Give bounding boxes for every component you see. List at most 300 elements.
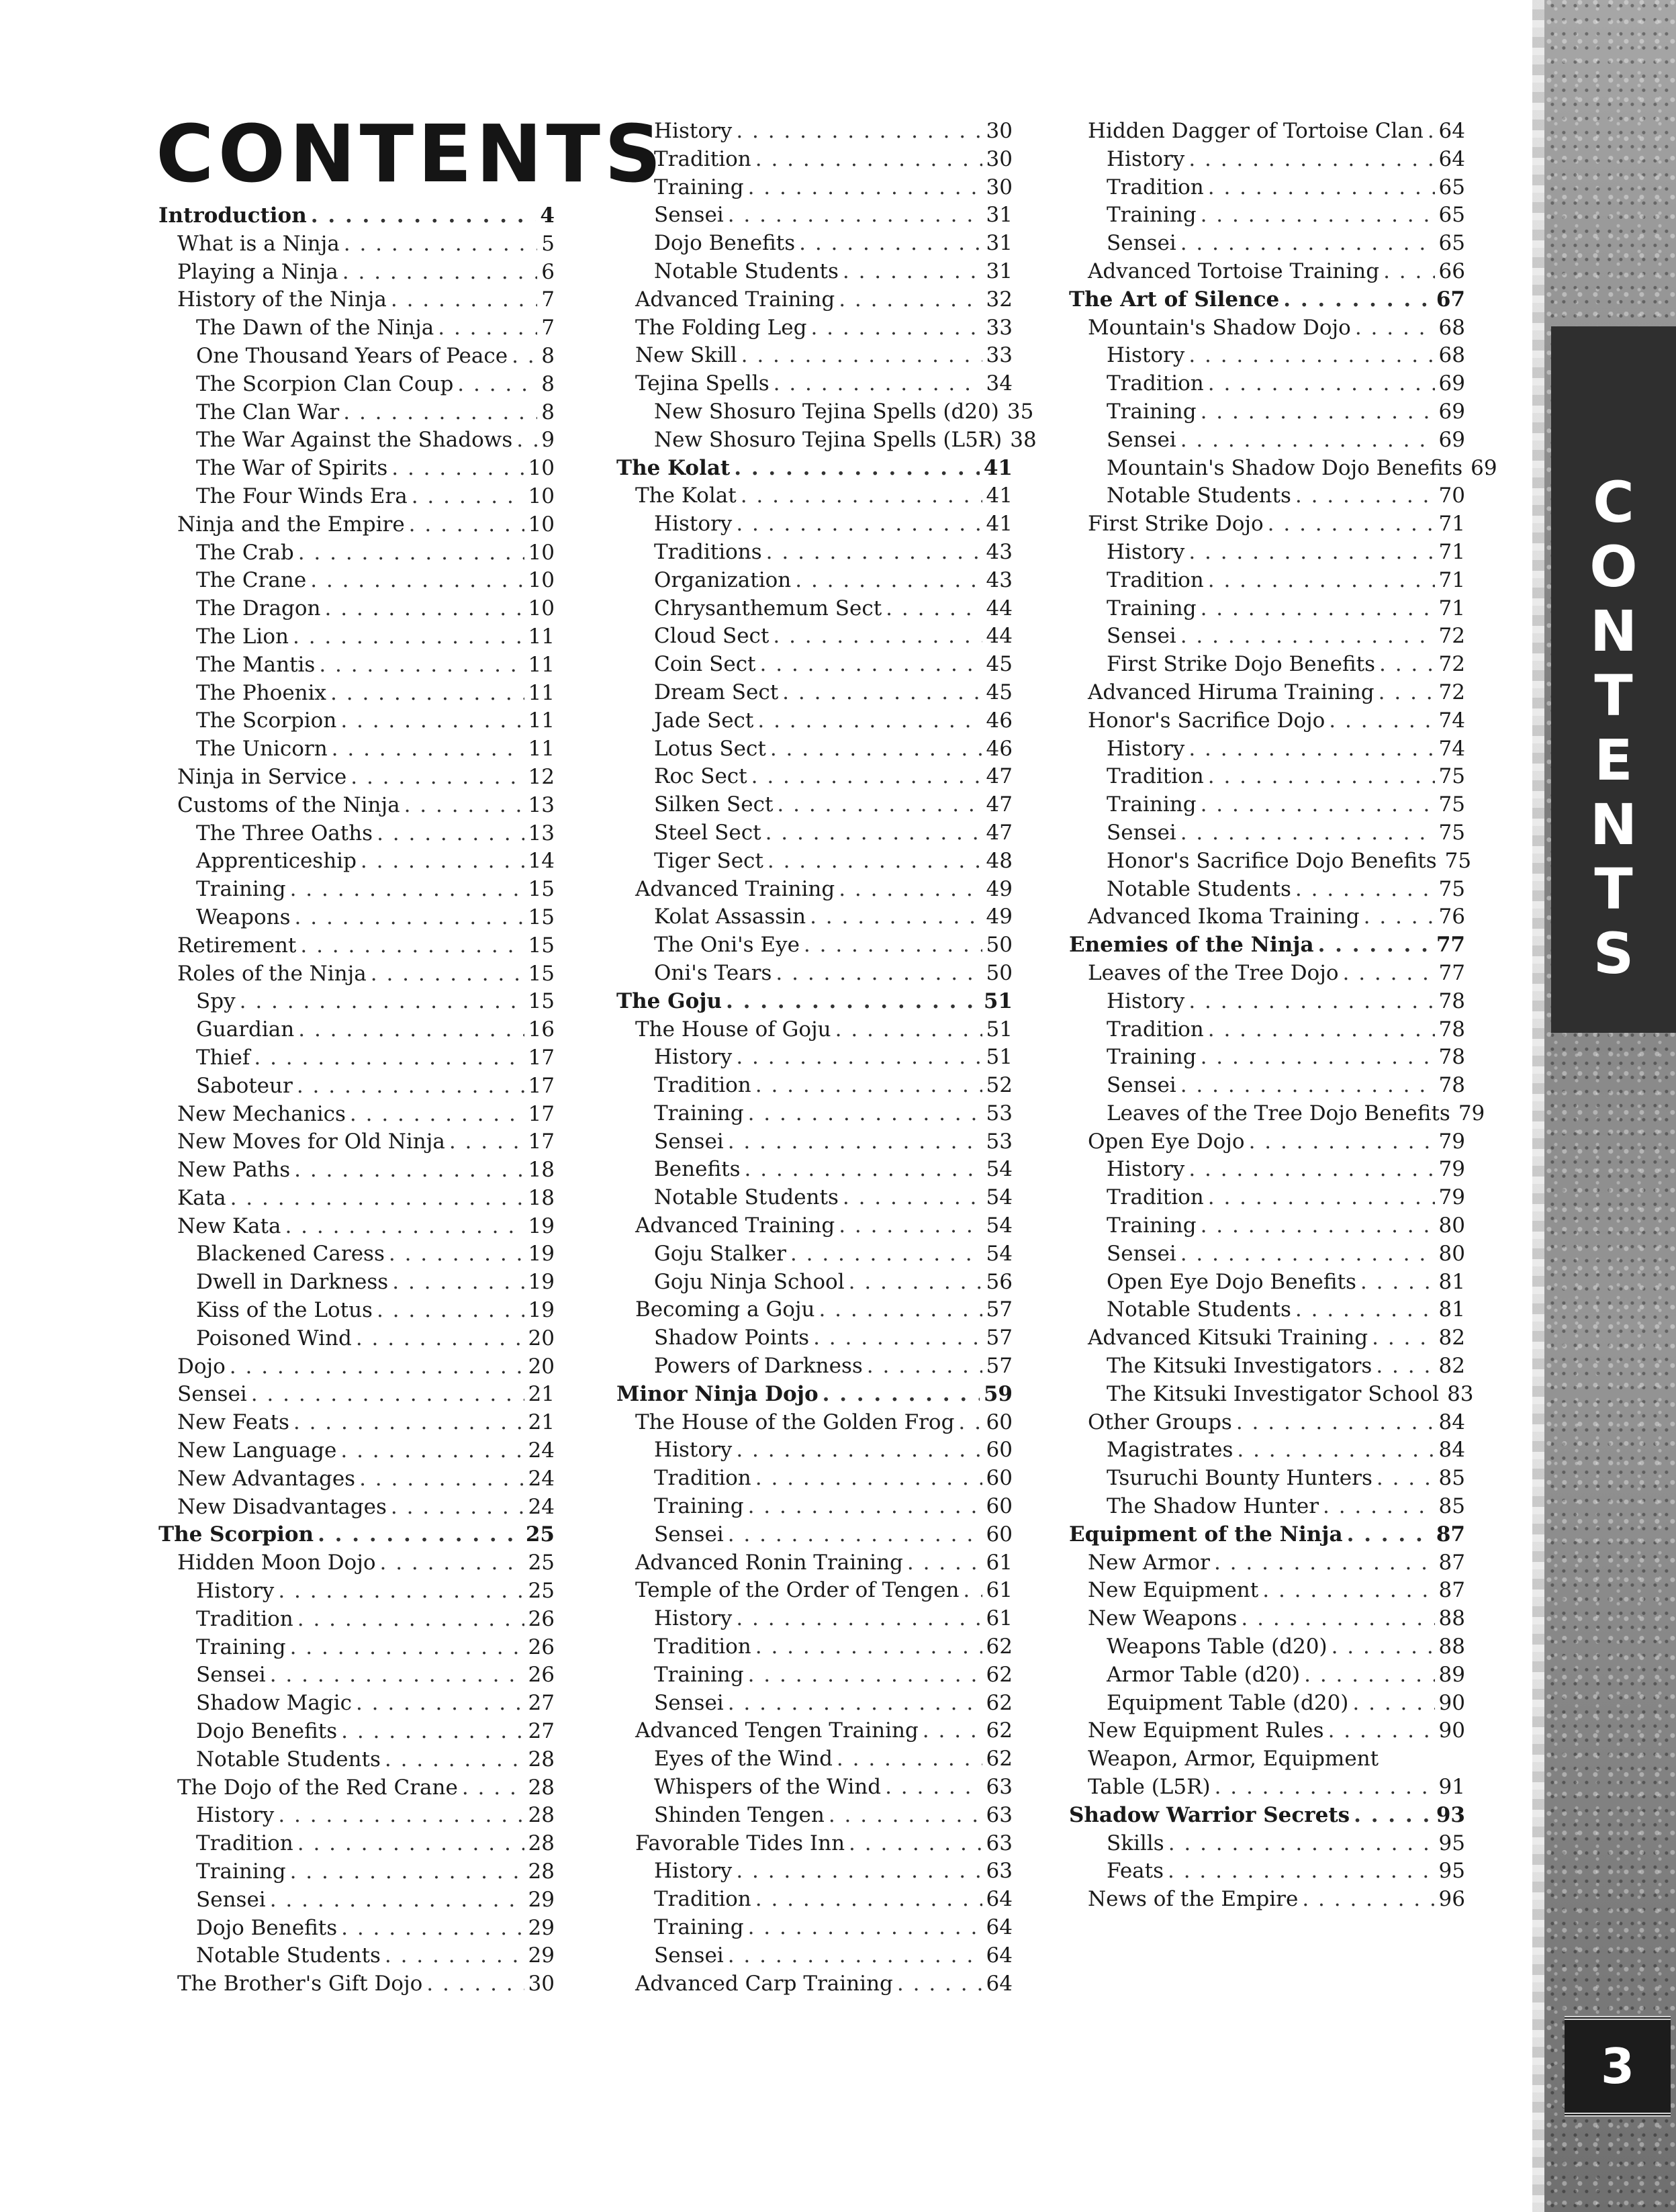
toc-entry[interactable] (158, 400, 555, 428)
toc-entry[interactable] (1069, 259, 1465, 287)
toc-dot-leader (744, 1157, 982, 1181)
toc-section-heading[interactable] (1069, 287, 1465, 316)
toc-entry[interactable] (616, 1242, 1013, 1270)
toc-entry[interactable] (1069, 764, 1465, 792)
toc-entry[interactable] (158, 372, 555, 400)
toc-entry[interactable] (616, 1859, 1013, 1887)
toc-entry-title: History (1107, 539, 1185, 564)
toc-entry[interactable] (1069, 1494, 1465, 1522)
toc-entry[interactable] (1069, 680, 1465, 708)
toc-entry[interactable] (616, 821, 1013, 849)
toc-entry[interactable] (616, 371, 1013, 400)
toc-entry[interactable] (616, 568, 1013, 596)
toc-dot-leader (371, 962, 524, 986)
toc-entry[interactable] (1069, 1718, 1465, 1747)
toc-section-heading[interactable] (616, 1382, 1013, 1410)
toc-entry[interactable] (158, 1242, 555, 1270)
toc-entry-page: 18 (528, 1185, 555, 1210)
toc-entry-title: Shinden Tengen (654, 1802, 825, 1827)
side-tab-letter: N (1589, 792, 1638, 858)
toc-entry[interactable] (616, 343, 1013, 371)
toc-entry[interactable] (158, 1046, 555, 1074)
toc-entry-title: The House of Goju (635, 1017, 831, 1042)
toc-entry-page: 10 (528, 568, 555, 593)
toc-entry-title: New Weapons (1088, 1606, 1238, 1631)
toc-dot-leader (839, 877, 982, 901)
toc-entry[interactable] (616, 1185, 1013, 1213)
toc-entry[interactable] (616, 1551, 1013, 1579)
toc-entry[interactable] (616, 1326, 1013, 1354)
toc-entry[interactable] (1069, 455, 1497, 484)
toc-entry-title: Jade Sect (654, 708, 754, 733)
toc-entry-page: 32 (986, 287, 1013, 312)
toc-entry[interactable] (616, 1410, 1013, 1438)
toc-entry[interactable] (1069, 1101, 1485, 1130)
toc-entry[interactable] (1069, 596, 1465, 625)
toc-entry[interactable] (158, 1635, 555, 1663)
toc-entry[interactable] (616, 1887, 1013, 1915)
toc-entry[interactable] (158, 989, 555, 1017)
toc-dot-leader (294, 1158, 524, 1182)
toc-entry-page: 28 (528, 1803, 555, 1828)
toc-entry[interactable] (158, 821, 555, 849)
toc-entry-page: 70 (1438, 483, 1465, 508)
toc-entry[interactable] (1069, 540, 1465, 568)
toc-entry-title: Open Eye Dojo Benefits (1107, 1269, 1356, 1294)
toc-entry-title: First Strike Dojo (1088, 512, 1264, 537)
toc-section-heading[interactable] (158, 1522, 555, 1551)
toc-entry[interactable] (1069, 1354, 1465, 1382)
toc-entry[interactable] (1069, 1381, 1474, 1410)
toc-entry[interactable] (1069, 1297, 1465, 1326)
toc-entry[interactable] (1069, 1130, 1465, 1158)
toc-dot-leader (462, 1776, 524, 1800)
toc-entry[interactable] (1069, 848, 1472, 877)
toc-dot-leader (757, 708, 982, 733)
toc-entry-page: 8 (541, 371, 555, 396)
toc-entry[interactable] (616, 1606, 1013, 1634)
toc-dot-leader (958, 1410, 982, 1434)
toc-entry[interactable] (158, 596, 555, 625)
toc-section-heading[interactable] (616, 989, 1013, 1017)
toc-entry[interactable] (1069, 1466, 1465, 1494)
toc-entry[interactable] (158, 962, 555, 990)
toc-dot-leader (340, 708, 524, 733)
toc-entry-title: The Scorpion (158, 1522, 314, 1547)
toc-entry[interactable] (1069, 1157, 1465, 1185)
toc-dot-leader (829, 1803, 982, 1827)
toc-entry[interactable] (616, 1522, 1013, 1551)
toc-entry[interactable] (158, 1130, 555, 1158)
toc-entry-page: 11 (528, 680, 555, 705)
toc-entry-title: Tradition (1107, 764, 1204, 789)
toc-entry-title: Dojo Benefits (654, 231, 796, 256)
toc-entry[interactable] (158, 1916, 555, 1944)
toc-entry-page: 16 (528, 1017, 555, 1042)
toc-entry[interactable] (158, 1803, 555, 1831)
toc-entry[interactable] (158, 287, 555, 316)
toc-entry-title: Sensei (654, 1943, 724, 1968)
toc-entry[interactable] (158, 737, 555, 765)
toc-entry-title: History (1107, 1157, 1185, 1182)
toc-entry[interactable] (158, 905, 555, 933)
toc-entry[interactable] (158, 1382, 555, 1410)
toc-entry[interactable] (1069, 905, 1465, 933)
toc-entry[interactable] (158, 1607, 555, 1635)
toc-entry[interactable] (616, 905, 1013, 933)
toc-entry[interactable] (1069, 147, 1465, 175)
toc-entry[interactable] (1069, 1242, 1465, 1270)
toc-entry[interactable] (616, 708, 1013, 737)
toc-entry-title: First Strike Dojo Benefits (1107, 652, 1376, 677)
toc-entry-page: 13 (528, 821, 555, 845)
toc-entry[interactable] (616, 399, 1034, 428)
toc-entry-title: Roc Sect (654, 764, 747, 789)
toc-entry[interactable] (616, 1943, 1013, 1972)
toc-entry[interactable] (1069, 568, 1465, 596)
toc-dot-leader (1189, 147, 1434, 171)
toc-entry-page: 69 (1471, 455, 1497, 480)
toc-entry-page: 57 (986, 1354, 1013, 1379)
toc-entry[interactable] (616, 427, 1037, 456)
toc-entry[interactable] (158, 1495, 555, 1523)
toc-entry-page: 8 (541, 400, 555, 424)
toc-entry-title: Training (196, 1634, 286, 1659)
toc-entry[interactable] (616, 316, 1013, 344)
toc-entry[interactable] (616, 652, 1013, 680)
toc-entry[interactable] (158, 344, 555, 372)
toc-entry[interactable] (616, 1803, 1013, 1831)
toc-entry[interactable] (616, 483, 1013, 512)
toc-entry[interactable] (1069, 1747, 1465, 1775)
toc-entry[interactable] (158, 1410, 555, 1438)
toc-entry[interactable] (616, 877, 1013, 905)
toc-entry[interactable] (158, 1579, 555, 1607)
toc-entry[interactable] (616, 1354, 1013, 1382)
toc-entry[interactable] (1069, 1606, 1465, 1634)
toc-entry-page: 61 (986, 1606, 1013, 1631)
toc-entry[interactable] (1069, 877, 1465, 905)
toc-entry[interactable] (1069, 119, 1465, 147)
toc-dot-leader (351, 765, 524, 789)
toc-entry[interactable] (1069, 1663, 1465, 1691)
toc-entry-page: 21 (528, 1382, 555, 1407)
toc-entry-page: 80 (1438, 1213, 1465, 1238)
toc-entry[interactable] (1069, 371, 1465, 400)
toc-entry[interactable] (616, 792, 1013, 821)
toc-dot-leader (391, 456, 524, 480)
toc-entry[interactable] (616, 540, 1013, 568)
toc-entry[interactable] (158, 877, 555, 905)
toc-entry-page: 6 (541, 259, 555, 284)
toc-dot-leader (843, 1185, 982, 1209)
toc-entry[interactable] (616, 1101, 1013, 1130)
toc-section-heading[interactable] (616, 456, 1013, 484)
toc-entry-title: Training (1107, 399, 1197, 424)
toc-entry-title: New Moves for Old Ninja (177, 1130, 445, 1154)
toc-entry[interactable] (1069, 961, 1465, 989)
toc-entry[interactable] (616, 737, 1013, 765)
toc-entry[interactable] (158, 1719, 555, 1747)
toc-entry[interactable] (1069, 175, 1465, 203)
toc-entry[interactable] (616, 1578, 1013, 1606)
toc-entry-page: 10 (528, 456, 555, 481)
toc-dot-leader (728, 1522, 982, 1547)
toc-entry-page: 72 (1438, 624, 1465, 649)
toc-entry[interactable] (616, 764, 1013, 792)
toc-entry-page: 85 (1438, 1494, 1465, 1519)
toc-entry[interactable] (1069, 1017, 1465, 1046)
toc-dot-leader (728, 203, 982, 227)
toc-section-heading[interactable] (1069, 1522, 1465, 1551)
toc-entry[interactable] (158, 1467, 555, 1495)
toc-entry[interactable] (1069, 483, 1465, 512)
toc-entry[interactable] (1069, 624, 1465, 652)
toc-entry[interactable] (616, 1775, 1013, 1803)
toc-entry[interactable] (158, 793, 555, 821)
toc-entry[interactable] (158, 541, 555, 569)
toc-entry[interactable] (616, 1130, 1013, 1158)
toc-dot-leader (1180, 821, 1435, 845)
toc-entry-title: Notable Students (654, 259, 839, 283)
toc-entry-page: 81 (1438, 1297, 1465, 1322)
toc-entry[interactable] (158, 625, 555, 653)
toc-entry-title: Tradition (1107, 371, 1204, 396)
toc-entry[interactable] (616, 1663, 1013, 1691)
toc-entry[interactable] (1069, 400, 1465, 428)
toc-entry[interactable] (616, 680, 1013, 708)
toc-entry[interactable] (1069, 203, 1465, 231)
toc-entry[interactable] (616, 287, 1013, 316)
toc-entry[interactable] (158, 484, 555, 512)
toc-entry-title: Tradition (654, 1073, 751, 1098)
toc-entry[interactable] (616, 933, 1013, 961)
toc-entry[interactable] (158, 681, 555, 709)
toc-entry[interactable] (158, 1214, 555, 1242)
toc-entry[interactable] (1069, 1775, 1465, 1803)
toc-entry[interactable] (616, 1213, 1013, 1242)
toc-entry-title: The War Against the Shadows (196, 428, 513, 453)
toc-entry[interactable] (1069, 1045, 1465, 1073)
toc-entry[interactable] (158, 1017, 555, 1046)
toc-entry[interactable] (616, 1494, 1013, 1522)
toc-section-heading[interactable] (1069, 933, 1465, 961)
toc-entry[interactable] (158, 316, 555, 344)
toc-column-3 (1069, 119, 1497, 1915)
toc-entry[interactable] (158, 1354, 555, 1383)
toc-entry-title: The Dawn of the Ninja (196, 316, 434, 340)
toc-section-heading[interactable] (158, 203, 555, 232)
toc-entry-page: 7 (541, 316, 555, 340)
toc-entry[interactable] (1069, 1578, 1465, 1606)
toc-entry-page: 72 (1438, 652, 1465, 677)
toc-entry[interactable] (1069, 1887, 1465, 1915)
toc-entry-page: 48 (986, 848, 1013, 873)
toc-entry[interactable] (158, 1691, 555, 1719)
toc-entry-page: 65 (1438, 231, 1465, 256)
toc-entry[interactable] (158, 1663, 555, 1691)
toc-entry-title: The Unicorn (196, 737, 328, 762)
toc-entry[interactable] (616, 231, 1013, 259)
toc-dot-leader (748, 1101, 982, 1125)
toc-entry[interactable] (1069, 1213, 1465, 1242)
toc-dot-leader (963, 1578, 982, 1602)
toc-dot-leader (1295, 483, 1435, 508)
toc-dot-leader (1201, 1045, 1435, 1069)
toc-entry[interactable] (616, 1045, 1013, 1073)
toc-entry-page: 50 (986, 933, 1013, 958)
toc-dot-leader (341, 1916, 524, 1940)
toc-entry[interactable] (158, 1074, 555, 1102)
toc-entry-page: 17 (528, 1130, 555, 1154)
toc-entry[interactable] (616, 1297, 1013, 1326)
toc-entry[interactable] (1069, 737, 1465, 765)
toc-entry[interactable] (616, 1831, 1013, 1859)
toc-entry[interactable] (616, 1972, 1013, 2000)
toc-entry[interactable] (158, 653, 555, 681)
toc-entry[interactable] (158, 1438, 555, 1467)
toc-entry[interactable] (616, 1915, 1013, 1943)
toc-entry[interactable] (158, 933, 555, 962)
toc-entry[interactable] (158, 1972, 555, 2000)
toc-entry[interactable] (158, 1859, 555, 1888)
toc-entry[interactable] (1069, 652, 1465, 680)
toc-entry[interactable] (158, 1747, 555, 1776)
toc-entry[interactable] (1069, 821, 1465, 849)
toc-entry[interactable] (1069, 1270, 1465, 1298)
toc-entry[interactable] (1069, 1691, 1465, 1719)
toc-entry-page: 29 (528, 1887, 555, 1912)
toc-entry[interactable] (1069, 1073, 1465, 1101)
toc-entry-title: Sensei (654, 1129, 724, 1154)
toc-dot-leader (340, 1438, 524, 1463)
toc-entry[interactable] (616, 1691, 1013, 1719)
toc-entry[interactable] (616, 961, 1013, 989)
toc-entry[interactable] (616, 1073, 1013, 1101)
toc-entry[interactable] (616, 203, 1013, 231)
toc-entry[interactable] (616, 1747, 1013, 1775)
toc-entry[interactable] (1069, 343, 1465, 371)
toc-entry[interactable] (1069, 989, 1465, 1017)
toc-entry[interactable] (616, 147, 1013, 175)
toc-entry[interactable] (616, 175, 1013, 203)
toc-entry[interactable] (616, 596, 1013, 625)
toc-entry-page: 63 (986, 1831, 1013, 1855)
toc-entry-page: 87 (1438, 1550, 1465, 1575)
toc-entry[interactable] (1069, 1410, 1465, 1438)
toc-entry[interactable] (158, 1943, 555, 1972)
side-tab-letter: T (1594, 856, 1633, 922)
toc-entry[interactable] (1069, 231, 1465, 259)
toc-entry-page: 57 (986, 1297, 1013, 1322)
toc-entry-page: 79 (1438, 1129, 1465, 1154)
toc-entry-title: Advanced Ronin Training (635, 1550, 903, 1575)
toc-entry-page: 18 (528, 1158, 555, 1183)
toc-entry[interactable] (616, 1438, 1013, 1466)
toc-entry[interactable] (158, 428, 555, 456)
toc-entry-page: 68 (1438, 315, 1465, 340)
toc-entry[interactable] (1069, 316, 1465, 344)
toc-entry[interactable] (1069, 1326, 1465, 1354)
toc-entry[interactable] (158, 1158, 555, 1186)
toc-entry[interactable] (158, 1776, 555, 1804)
toc-entry[interactable] (158, 260, 555, 288)
toc-entry[interactable] (158, 1270, 555, 1298)
toc-entry[interactable] (616, 512, 1013, 540)
toc-dot-leader (293, 1410, 524, 1434)
toc-entry-page: 43 (986, 567, 1013, 592)
toc-entry[interactable] (616, 1017, 1013, 1046)
toc-entry-page: 72 (1438, 680, 1465, 704)
toc-entry[interactable] (1069, 1438, 1465, 1466)
toc-entry[interactable] (158, 456, 555, 484)
toc-entry[interactable] (1069, 792, 1465, 821)
toc-entry[interactable] (1069, 1831, 1465, 1859)
toc-entry[interactable] (158, 512, 555, 541)
toc-entry-page: 33 (986, 315, 1013, 340)
toc-dot-leader (512, 344, 537, 368)
toc-entry[interactable] (1069, 512, 1465, 540)
toc-entry[interactable] (616, 1157, 1013, 1185)
toc-entry[interactable] (1069, 708, 1465, 737)
toc-dot-leader (319, 653, 524, 677)
toc-entry[interactable] (158, 765, 555, 793)
toc-entry[interactable] (158, 1831, 555, 1859)
toc-entry[interactable] (1069, 1185, 1465, 1213)
toc-dot-leader (1189, 540, 1434, 564)
toc-dot-leader (391, 1495, 524, 1519)
toc-section-heading[interactable] (1069, 1803, 1465, 1831)
toc-entry[interactable] (158, 849, 555, 877)
toc-dot-leader (748, 1915, 982, 1939)
toc-entry[interactable] (158, 708, 555, 737)
toc-entry-page: 38 (1010, 427, 1037, 452)
toc-entry[interactable] (158, 1326, 555, 1354)
toc-dot-leader (823, 1382, 980, 1406)
toc-entry[interactable] (616, 1634, 1013, 1663)
toc-entry[interactable] (1069, 1859, 1465, 1887)
toc-entry-page: 26 (528, 1606, 555, 1631)
toc-entry[interactable] (158, 1298, 555, 1326)
toc-entry[interactable] (616, 259, 1013, 287)
toc-dot-leader (736, 1045, 982, 1069)
toc-dot-leader (1329, 708, 1434, 733)
toc-entry[interactable] (1069, 1634, 1465, 1663)
toc-entry[interactable] (616, 624, 1013, 652)
toc-entry[interactable] (1069, 428, 1465, 456)
toc-entry-title: The Kolat (616, 455, 731, 480)
toc-entry[interactable] (616, 849, 1013, 877)
toc-entry[interactable] (1069, 1551, 1465, 1579)
toc-entry[interactable] (616, 1466, 1013, 1494)
toc-entry[interactable] (158, 1186, 555, 1214)
toc-dot-leader (298, 1017, 524, 1042)
toc-entry[interactable] (158, 232, 555, 260)
toc-dot-leader (741, 483, 982, 508)
toc-entry[interactable] (158, 1888, 555, 1916)
toc-entry-title: Oni's Tears (654, 960, 772, 985)
toc-entry[interactable] (616, 1270, 1013, 1298)
toc-entry-title: The Folding Leg (635, 315, 807, 340)
toc-entry[interactable] (158, 1102, 555, 1130)
toc-entry-page: 11 (528, 652, 555, 677)
toc-entry[interactable] (616, 1718, 1013, 1747)
toc-entry[interactable] (616, 119, 1013, 147)
toc-entry-page: 11 (528, 624, 555, 649)
toc-entry[interactable] (158, 568, 555, 596)
toc-dot-leader (726, 989, 980, 1013)
toc-entry[interactable] (158, 1551, 555, 1579)
